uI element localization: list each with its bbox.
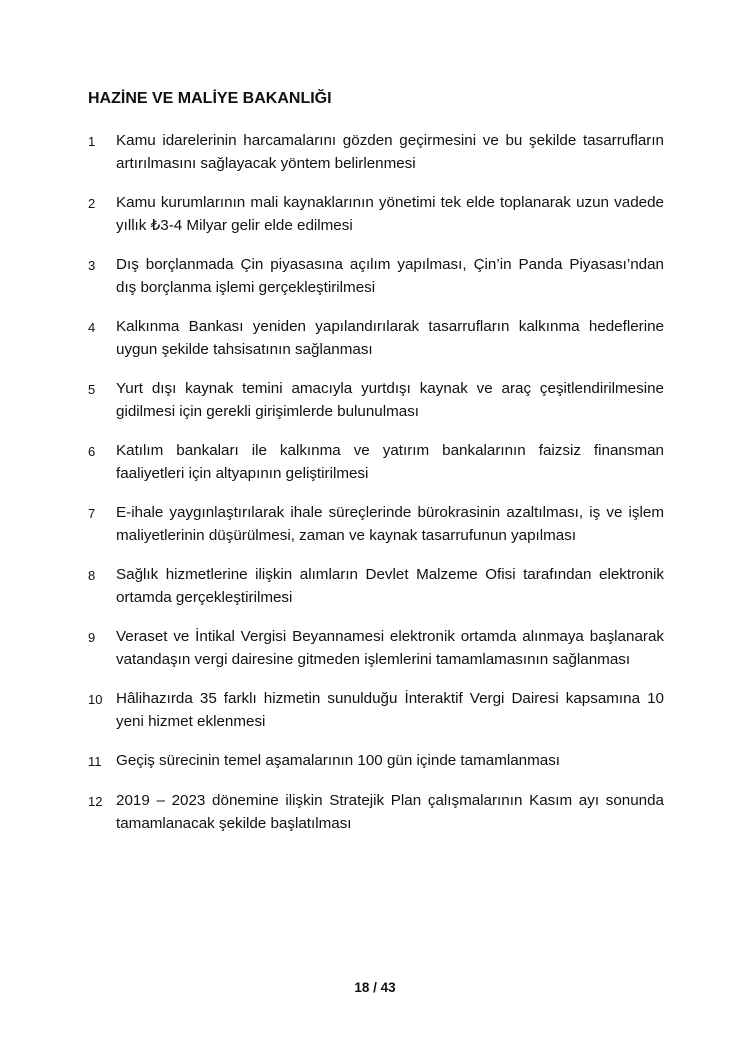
item-number: 10 [88,692,103,707]
item-text: Kalkınma Bankası yeniden yapılandırılarak tasarrufların kalkınma hedeflerine uygun şekilde tahsisatının sağlanması [116,318,664,358]
item-text: Kamu kurumlarının mali kaynaklarının yönetimi tek elde toplanarak uzun vadede yıllık ₺3-4 Milyar gelir elde edilmesi [116,194,664,234]
item-text: Katılım bankaları ile kalkınma ve yatırım bankalarının faizsiz finansman faaliyetleri için altyapının geliştirilmesi [116,442,664,482]
item-text: Veraset ve İntikal Vergisi Beyannamesi elektronik ortamda alınmaya başlanarak vatandaşın vergi dairesine gitmeden işlemlerini tamamlamasının sağlanması [116,628,664,668]
item-text: Hâlihazırda 35 farklı hizmetin sunulduğu İnteraktif Vergi Dairesi kapsamına 10 yeni hizmet eklenmesi [116,690,664,730]
item-text: Geçiş sürecinin temel aşamalarının 100 gün içinde tamamlanması [116,752,561,769]
page-number: 18 / 43 [354,980,396,995]
item-number: 5 [88,382,96,397]
item-number: 3 [88,258,96,273]
item-text: Kamu idarelerinin harcamalarını gözden geçirmesini ve bu şekilde tasarrufların artırılmasını sağlayacak yöntem belirlenmesi [116,132,664,172]
item-text: Sağlık hizmetlerine ilişkin alımların Devlet Malzeme Ofisi tarafından elektronik ortamda gerçekleştirilmesi [116,566,664,606]
list-item [88,790,664,835]
section-heading: HAZİNE VE MALİYE BAKANLIĞI [88,90,332,107]
list-item [88,316,664,361]
list-item [88,564,664,609]
list-item [88,440,664,485]
item-number: 11 [88,754,102,769]
item-number: 9 [88,630,96,645]
list-item [88,626,664,671]
item-number: 1 [88,134,96,149]
list-item [88,378,664,423]
item-number: 7 [88,506,96,521]
action-item-list [88,130,664,852]
item-text: Yurt dışı kaynak temini amacıyla yurtdışı kaynak ve araç çeşitlendirilmesine gidilmesi için gerekli girişimlerde bulunulması [116,380,664,420]
list-item [88,254,664,299]
item-number: 8 [88,568,96,583]
item-text: Dış borçlanmada Çin piyasasına açılım yapılması, Çin’in Panda Piyasası’ndan dış borçlanma işlemi gerçekleştirilmesi [116,256,664,296]
list-item [88,750,664,773]
item-number: 4 [88,320,96,335]
list-item [88,130,664,175]
item-text: E-ihale yaygınlaştırılarak ihale süreçlerinde bürokrasinin azaltılması, iş ve işlem maliyetlerinin düşürülmesi, zaman ve kaynak tasarrufunun yapılması [116,504,664,544]
item-number: 12 [88,794,103,809]
list-item [88,502,664,547]
list-item [88,192,664,237]
list-item [88,688,664,733]
item-number: 6 [88,444,96,459]
item-number: 2 [88,196,96,211]
item-text: 2019 – 2023 dönemine ilişkin Stratejik Plan çalışmalarının Kasım ayı sonunda tamamlanacak şekilde başlatılması [116,792,664,832]
